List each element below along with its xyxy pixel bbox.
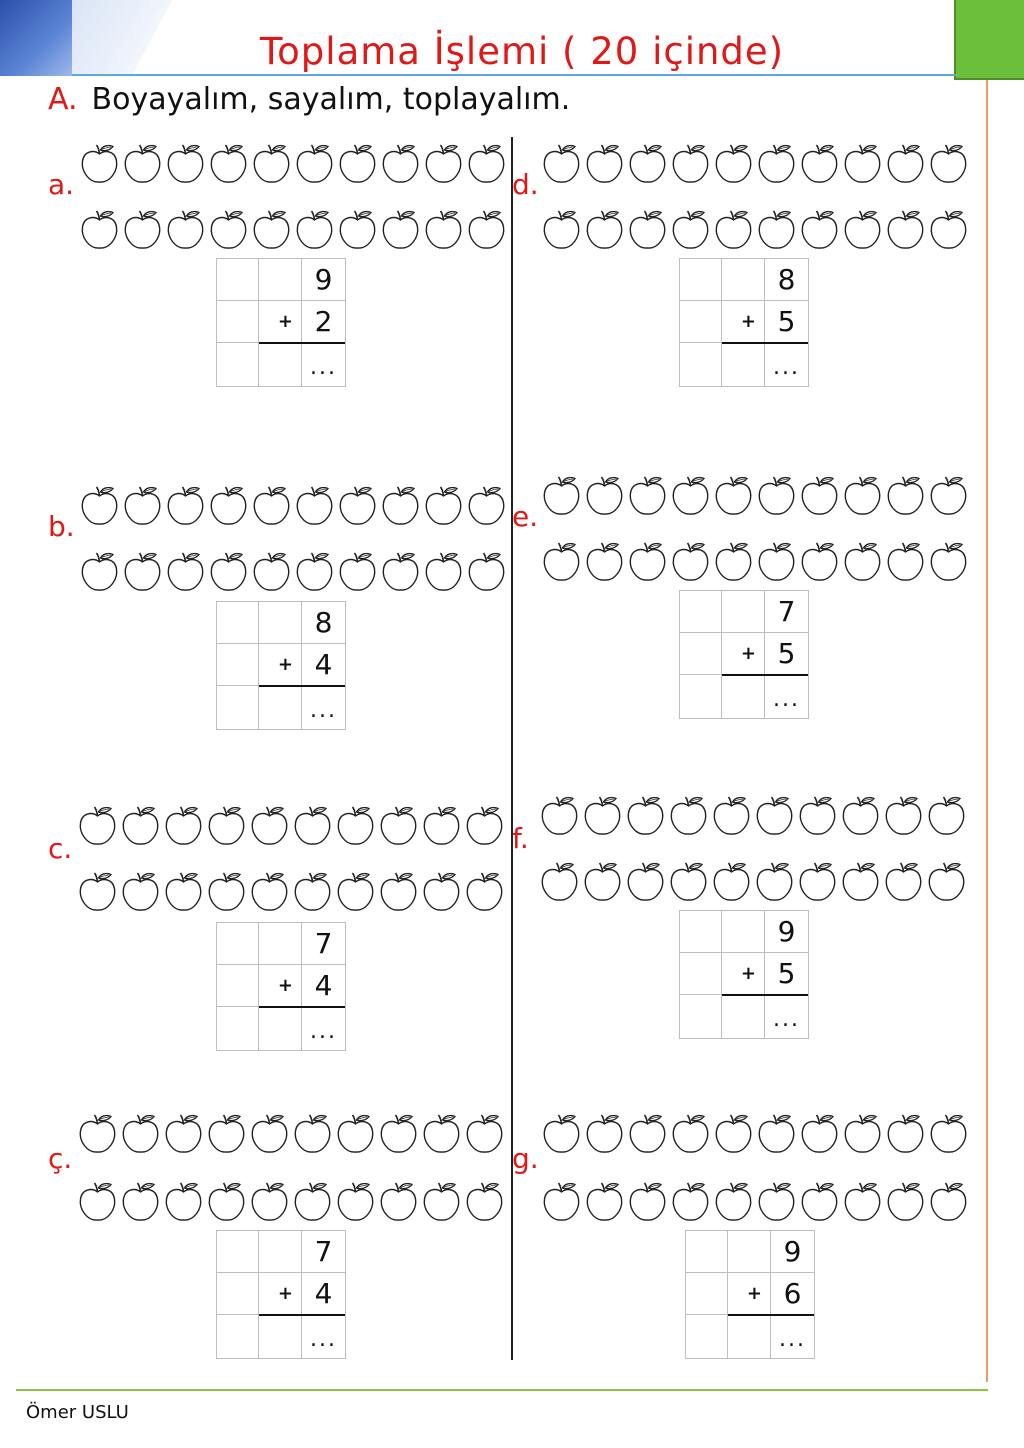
apple-icon[interactable] [465, 550, 508, 594]
apple-icon[interactable] [841, 142, 884, 186]
apple-icon[interactable] [710, 794, 753, 838]
plus-sign: + [259, 965, 302, 1007]
grid-cell[interactable] [217, 1315, 259, 1358]
apple-icon[interactable] [162, 1180, 205, 1224]
grid-cell[interactable] [680, 591, 722, 633]
plus-sign: + [259, 301, 302, 343]
apple-icon[interactable] [119, 870, 162, 914]
apple-icon[interactable] [465, 484, 508, 528]
apple-row-2 [78, 208, 508, 252]
apple-icon[interactable] [334, 870, 377, 914]
apple-icon[interactable] [422, 208, 465, 252]
apple-icon[interactable] [796, 860, 839, 904]
apple-icon[interactable] [293, 550, 336, 594]
apple-icon[interactable] [76, 1112, 119, 1156]
problem-label: ç. [48, 1142, 73, 1175]
section-heading [48, 82, 570, 117]
apple-icon[interactable] [377, 870, 420, 914]
grid-cell[interactable] [680, 301, 722, 343]
apple-icon[interactable] [377, 1180, 420, 1224]
apple-icon[interactable] [205, 1112, 248, 1156]
grid-cell[interactable] [217, 923, 259, 965]
apple-row-1 [78, 484, 508, 528]
apple-icon[interactable] [420, 804, 463, 848]
apple-icon[interactable] [927, 474, 970, 518]
apple-icon[interactable] [248, 1112, 291, 1156]
apple-icon[interactable] [248, 804, 291, 848]
answer-blank[interactable]: ... [773, 687, 800, 712]
grid-cell[interactable] [217, 965, 259, 1007]
apple-icon[interactable] [669, 474, 712, 518]
apple-icon[interactable] [379, 142, 422, 186]
addition-grid [679, 258, 809, 387]
apple-icon[interactable] [291, 1112, 334, 1156]
apple-icon[interactable] [463, 1180, 506, 1224]
grid-cell[interactable] [680, 953, 722, 995]
apple-icon[interactable] [420, 1180, 463, 1224]
apple-icon[interactable] [207, 550, 250, 594]
apple-icon[interactable] [121, 550, 164, 594]
apple-row-2 [78, 550, 508, 594]
grid-cell[interactable] [680, 675, 722, 718]
apple-row-1 [76, 1112, 506, 1156]
apple-icon[interactable] [798, 1180, 841, 1224]
addend-2: 5 [765, 633, 808, 675]
apple-icon[interactable] [583, 540, 626, 584]
addition-grid [679, 590, 809, 719]
apple-icon[interactable] [76, 1180, 119, 1224]
plus-sign: + [259, 644, 302, 686]
answer-blank[interactable]: ... [310, 698, 337, 723]
apple-icon[interactable] [927, 540, 970, 584]
apple-row-2 [540, 1180, 970, 1224]
apple-icon[interactable] [205, 870, 248, 914]
grid-cell[interactable] [722, 911, 765, 953]
apple-icon[interactable] [205, 1180, 248, 1224]
page-title: Toplama İşlemi ( 20 içinde) [259, 30, 785, 73]
sum-line [722, 342, 808, 344]
apple-icon[interactable] [207, 208, 250, 252]
apple-icon[interactable] [422, 550, 465, 594]
apple-icon[interactable] [465, 208, 508, 252]
apple-icon[interactable] [798, 208, 841, 252]
apple-icon[interactable] [379, 208, 422, 252]
sum-line [728, 1314, 814, 1316]
apple-icon[interactable] [626, 474, 669, 518]
grid-cell[interactable] [680, 259, 722, 301]
grid-cell[interactable] [217, 259, 259, 301]
apple-row-1 [538, 794, 968, 838]
grid-cell[interactable] [217, 1231, 259, 1273]
addend-1: 9 [765, 911, 808, 953]
apple-icon[interactable] [839, 794, 882, 838]
apple-icon[interactable] [624, 860, 667, 904]
apple-icon[interactable] [422, 484, 465, 528]
grid-cell[interactable] [680, 633, 722, 675]
apple-icon[interactable] [334, 804, 377, 848]
apple-icon[interactable] [379, 484, 422, 528]
apple-icon[interactable] [78, 208, 121, 252]
grid-cell[interactable] [722, 675, 765, 718]
apple-icon[interactable] [798, 142, 841, 186]
sum-line [259, 685, 345, 687]
apple-icon[interactable] [336, 550, 379, 594]
apple-icon[interactable] [755, 1180, 798, 1224]
apple-icon[interactable] [667, 794, 710, 838]
apple-icon[interactable] [78, 550, 121, 594]
grid-cell[interactable] [686, 1273, 728, 1315]
problem-label: c. [48, 832, 73, 865]
apple-icon[interactable] [841, 474, 884, 518]
grid-cell[interactable] [217, 1273, 259, 1315]
apple-icon[interactable] [841, 1180, 884, 1224]
apple-icon[interactable] [76, 870, 119, 914]
apple-icon[interactable] [164, 142, 207, 186]
apple-icon[interactable] [420, 1112, 463, 1156]
apple-icon[interactable] [755, 474, 798, 518]
apple-icon[interactable] [463, 1112, 506, 1156]
addend-2: 5 [765, 953, 808, 995]
sum-line [722, 674, 808, 676]
plus-sign: + [722, 301, 765, 343]
apple-icon[interactable] [755, 1112, 798, 1156]
apple-icon[interactable] [884, 142, 927, 186]
apple-icon[interactable] [207, 484, 250, 528]
column-divider [511, 137, 513, 1360]
grid-cell[interactable] [259, 1315, 302, 1358]
apple-row-2 [540, 208, 970, 252]
apple-icon[interactable] [669, 1180, 712, 1224]
apple-icon[interactable] [583, 1180, 626, 1224]
apple-icon[interactable] [377, 1112, 420, 1156]
apple-icon[interactable] [162, 1112, 205, 1156]
addition-grid [685, 1230, 815, 1359]
apple-row-2 [538, 860, 968, 904]
addend-1: 9 [302, 259, 345, 301]
grid-cell[interactable] [259, 686, 302, 729]
sum-line [722, 994, 808, 996]
grid-cell[interactable] [680, 995, 722, 1038]
grid-cell[interactable] [722, 995, 765, 1038]
answer-blank[interactable]: ... [310, 355, 337, 380]
apple-icon[interactable] [540, 142, 583, 186]
addend-1: 7 [765, 591, 808, 633]
apple-icon[interactable] [583, 474, 626, 518]
apple-row-2 [76, 1180, 506, 1224]
addend-2: 4 [302, 644, 345, 686]
answer-blank[interactable]: ... [773, 1007, 800, 1032]
apple-icon[interactable] [334, 1180, 377, 1224]
apple-icon[interactable] [882, 860, 925, 904]
grid-cell[interactable] [259, 259, 302, 301]
grid-cell[interactable] [217, 686, 259, 729]
apple-icon[interactable] [927, 208, 970, 252]
apple-row-1 [540, 1112, 970, 1156]
addend-2: 5 [765, 301, 808, 343]
grid-cell[interactable] [722, 591, 765, 633]
apple-icon[interactable] [334, 1112, 377, 1156]
plus-sign: + [728, 1273, 771, 1315]
apple-icon[interactable] [755, 540, 798, 584]
addend-1: 7 [302, 1231, 345, 1273]
addition-grid [679, 910, 809, 1039]
apple-icon[interactable] [925, 794, 968, 838]
apple-icon[interactable] [336, 208, 379, 252]
grid-cell[interactable] [259, 1231, 302, 1273]
apple-icon[interactable] [581, 860, 624, 904]
apple-icon[interactable] [884, 208, 927, 252]
plus-sign: + [722, 953, 765, 995]
apple-icon[interactable] [463, 804, 506, 848]
apple-icon[interactable] [841, 540, 884, 584]
apple-icon[interactable] [925, 860, 968, 904]
problem-label: b. [48, 510, 75, 543]
grid-cell[interactable] [217, 602, 259, 644]
answer-blank[interactable]: ... [779, 1327, 806, 1352]
apple-icon[interactable] [248, 870, 291, 914]
apple-icon[interactable] [538, 794, 581, 838]
apple-icon[interactable] [669, 208, 712, 252]
apple-icon[interactable] [119, 1112, 162, 1156]
addend-2: 4 [302, 965, 345, 1007]
addition-grid [216, 601, 346, 730]
grid-cell[interactable] [217, 644, 259, 686]
apple-icon[interactable] [538, 860, 581, 904]
apple-icon[interactable] [583, 208, 626, 252]
apple-icon[interactable] [121, 142, 164, 186]
apple-icon[interactable] [250, 142, 293, 186]
apple-icon[interactable] [669, 540, 712, 584]
addend-1: 9 [771, 1231, 814, 1273]
apple-icon[interactable] [667, 860, 710, 904]
footer-rule [16, 1389, 988, 1391]
apple-icon[interactable] [121, 484, 164, 528]
grid-cell[interactable] [728, 1315, 771, 1358]
apple-icon[interactable] [336, 142, 379, 186]
apple-row-1 [78, 142, 508, 186]
apple-icon[interactable] [162, 804, 205, 848]
apple-icon[interactable] [119, 1180, 162, 1224]
apple-icon[interactable] [78, 484, 121, 528]
apple-icon[interactable] [336, 484, 379, 528]
answer-blank[interactable]: ... [773, 355, 800, 380]
apple-icon[interactable] [540, 1112, 583, 1156]
apple-icon[interactable] [798, 1112, 841, 1156]
apple-icon[interactable] [76, 804, 119, 848]
problem-label: g. [512, 1142, 539, 1175]
apple-icon[interactable] [540, 474, 583, 518]
apple-icon[interactable] [121, 208, 164, 252]
apple-icon[interactable] [465, 142, 508, 186]
section-letter: A. [48, 82, 78, 117]
apple-icon[interactable] [626, 142, 669, 186]
apple-icon[interactable] [626, 1112, 669, 1156]
header-rule [72, 74, 956, 76]
apple-row-1 [540, 474, 970, 518]
grid-cell[interactable] [259, 923, 302, 965]
apple-icon[interactable] [162, 870, 205, 914]
apple-icon[interactable] [379, 550, 422, 594]
grid-cell[interactable] [259, 1007, 302, 1050]
apple-icon[interactable] [164, 208, 207, 252]
apple-icon[interactable] [755, 208, 798, 252]
apple-icon[interactable] [626, 540, 669, 584]
grid-cell[interactable] [722, 343, 765, 386]
right-margin-rule [986, 80, 988, 1382]
answer-blank[interactable]: ... [310, 1019, 337, 1044]
apple-icon[interactable] [753, 794, 796, 838]
addend-2: 4 [302, 1273, 345, 1315]
apple-icon[interactable] [164, 550, 207, 594]
apple-icon[interactable] [291, 804, 334, 848]
apple-icon[interactable] [540, 208, 583, 252]
apple-icon[interactable] [377, 804, 420, 848]
apple-icon[interactable] [712, 1112, 755, 1156]
apple-icon[interactable] [250, 550, 293, 594]
grid-cell[interactable] [217, 1007, 259, 1050]
apple-icon[interactable] [205, 804, 248, 848]
apple-icon[interactable] [798, 474, 841, 518]
apple-row-2 [76, 870, 506, 914]
problem-label: d. [512, 168, 539, 201]
apple-icon[interactable] [420, 870, 463, 914]
apple-icon[interactable] [712, 142, 755, 186]
apple-icon[interactable] [796, 794, 839, 838]
grid-cell[interactable] [686, 1231, 728, 1273]
grid-cell[interactable] [728, 1231, 771, 1273]
apple-icon[interactable] [207, 142, 250, 186]
apple-icon[interactable] [884, 474, 927, 518]
grid-cell[interactable] [259, 343, 302, 386]
apple-icon[interactable] [753, 860, 796, 904]
problem-label: a. [48, 168, 75, 201]
apple-icon[interactable] [164, 484, 207, 528]
apple-icon[interactable] [581, 794, 624, 838]
apple-icon[interactable] [291, 870, 334, 914]
grid-cell[interactable] [686, 1315, 728, 1358]
apple-icon[interactable] [78, 142, 121, 186]
sum-line [259, 1314, 345, 1316]
footer-author: Ömer USLU [26, 1402, 129, 1423]
apple-icon[interactable] [927, 1112, 970, 1156]
section-instruction: Boyayalım, sayalım, toplayalım. [91, 82, 571, 117]
grid-cell[interactable] [722, 259, 765, 301]
grid-cell[interactable] [680, 911, 722, 953]
apple-icon[interactable] [463, 870, 506, 914]
apple-icon[interactable] [293, 484, 336, 528]
plus-sign: + [722, 633, 765, 675]
addend-1: 7 [302, 923, 345, 965]
apple-icon[interactable] [119, 804, 162, 848]
apple-row-1 [540, 142, 970, 186]
addition-grid [216, 258, 346, 387]
addend-2: 6 [771, 1273, 814, 1315]
problem-label: f. [512, 822, 529, 855]
apple-icon[interactable] [841, 208, 884, 252]
apple-icon[interactable] [250, 208, 293, 252]
apple-icon[interactable] [293, 208, 336, 252]
grid-cell[interactable] [217, 343, 259, 386]
apple-icon[interactable] [927, 1180, 970, 1224]
apple-row-2 [540, 540, 970, 584]
apple-icon[interactable] [422, 142, 465, 186]
apple-icon[interactable] [583, 142, 626, 186]
apple-icon[interactable] [250, 484, 293, 528]
apple-icon[interactable] [884, 1180, 927, 1224]
apple-icon[interactable] [882, 794, 925, 838]
apple-icon[interactable] [841, 1112, 884, 1156]
apple-icon[interactable] [839, 860, 882, 904]
grid-cell[interactable] [680, 343, 722, 386]
sum-line [259, 342, 345, 344]
apple-row-1 [76, 804, 506, 848]
apple-icon[interactable] [624, 794, 667, 838]
addition-grid [216, 922, 346, 1051]
apple-icon[interactable] [884, 540, 927, 584]
plus-sign: + [259, 1273, 302, 1315]
problem-label: e. [512, 500, 539, 533]
apple-icon[interactable] [712, 540, 755, 584]
apple-icon[interactable] [293, 142, 336, 186]
grid-cell[interactable] [217, 301, 259, 343]
grid-cell[interactable] [259, 602, 302, 644]
apple-icon[interactable] [884, 1112, 927, 1156]
apple-icon[interactable] [712, 1180, 755, 1224]
apple-icon[interactable] [626, 208, 669, 252]
apple-icon[interactable] [540, 1180, 583, 1224]
answer-blank[interactable]: ... [310, 1327, 337, 1352]
apple-icon[interactable] [583, 1112, 626, 1156]
apple-icon[interactable] [712, 474, 755, 518]
addend-1: 8 [302, 602, 345, 644]
addend-2: 2 [302, 301, 345, 343]
addend-1: 8 [765, 259, 808, 301]
sum-line [259, 1006, 345, 1008]
addition-grid [216, 1230, 346, 1359]
apple-icon[interactable] [669, 142, 712, 186]
apple-icon[interactable] [540, 540, 583, 584]
apple-icon[interactable] [248, 1180, 291, 1224]
apple-icon[interactable] [755, 142, 798, 186]
apple-icon[interactable] [712, 208, 755, 252]
apple-icon[interactable] [927, 142, 970, 186]
apple-icon[interactable] [798, 540, 841, 584]
apple-icon[interactable] [291, 1180, 334, 1224]
apple-icon[interactable] [669, 1112, 712, 1156]
apple-icon[interactable] [710, 860, 753, 904]
apple-icon[interactable] [626, 1180, 669, 1224]
